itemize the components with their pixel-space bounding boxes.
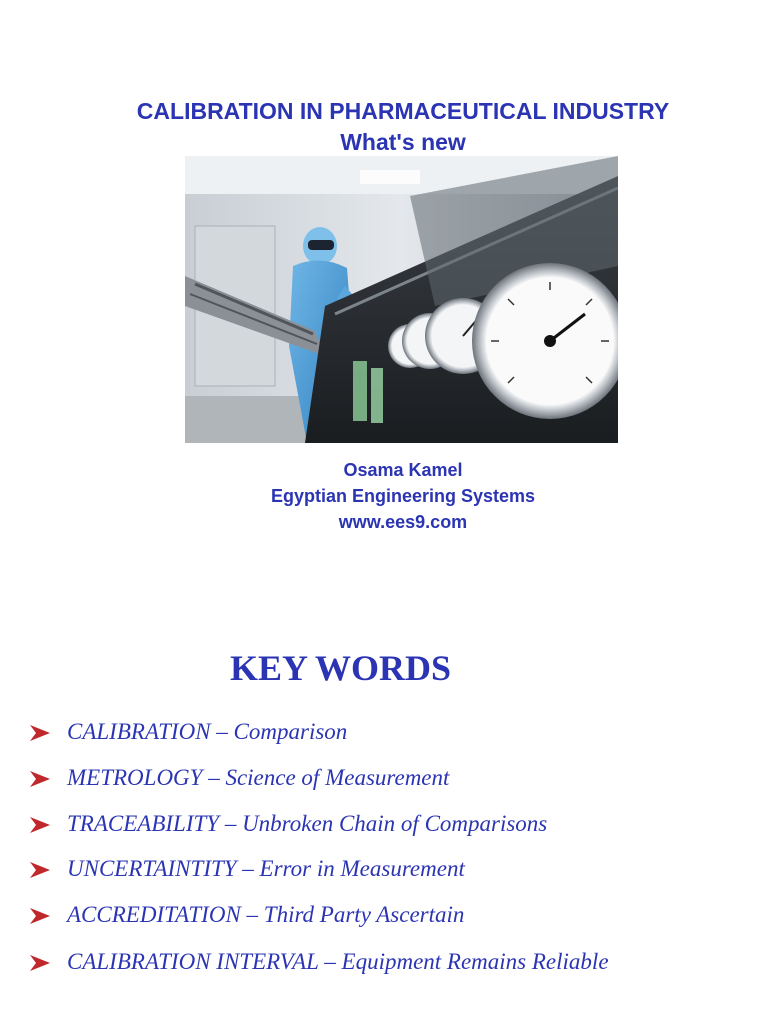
keyword-text: CALIBRATION – Comparison: [67, 719, 348, 744]
list-item: [0, 849, 768, 889]
arrow-bullet-icon: [30, 771, 50, 787]
list-item: [0, 804, 768, 844]
keyword-text: CALIBRATION INTERVAL – Equipment Remains Reliable: [67, 949, 609, 974]
arrow-bullet-icon: [30, 862, 50, 878]
keyword-text: TRACEABILITY – Unbroken Chain of Comparisons: [67, 811, 548, 836]
document-subtitle: What's new: [340, 129, 466, 155]
keywords-heading: KEY WORDS: [230, 648, 452, 688]
keyword-text: UNCERTAINTITY – Error in Measurement: [67, 856, 465, 881]
keyword-text: METROLOGY – Science of Measurement: [67, 765, 450, 790]
author-company: Egyptian Engineering Systems: [270, 486, 536, 506]
title-block: [0, 96, 768, 158]
document-title: CALIBRATION IN PHARMACEUTICAL INDUSTRY: [136, 98, 670, 124]
list-item: [0, 712, 768, 752]
author-block: [0, 457, 768, 535]
list-item: [0, 895, 768, 935]
list-item: [0, 942, 768, 982]
keyword-text: ACCREDITATION – Third Party Ascertain: [67, 902, 465, 927]
author-website[interactable]: www.ees9.com: [338, 512, 468, 532]
arrow-bullet-icon: [30, 908, 50, 924]
arrow-bullet-icon: [30, 817, 50, 833]
author-name: Osama Kamel: [343, 460, 463, 480]
cleanroom-gauges-photo: [185, 156, 618, 443]
arrow-bullet-icon: [30, 955, 50, 971]
arrow-bullet-icon: [30, 725, 50, 741]
list-item: [0, 758, 768, 798]
